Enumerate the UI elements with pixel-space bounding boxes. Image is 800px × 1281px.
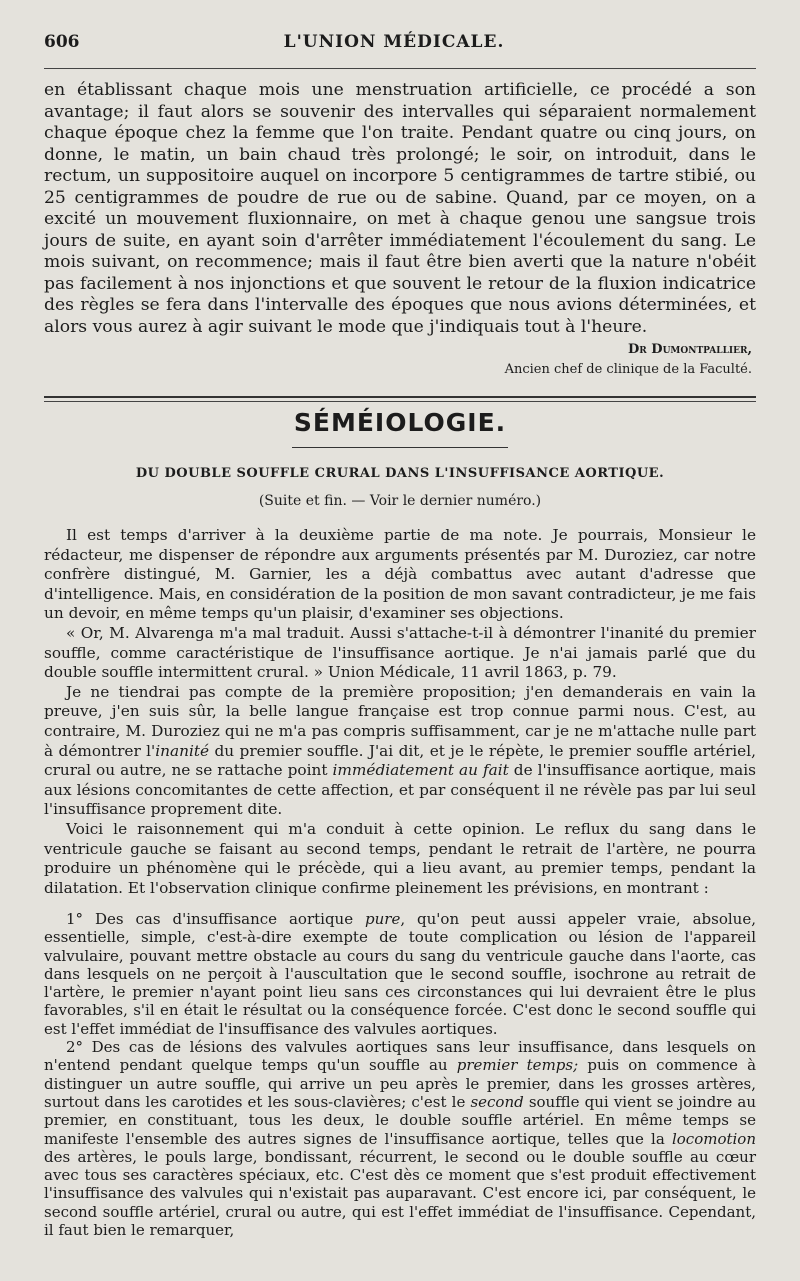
- continued-note: (Suite et fin. — Voir le dernier numéro.): [258, 493, 542, 509]
- signature: [505, 340, 752, 380]
- opening-paragraph: [44, 80, 756, 338]
- paragraph-3: Je ne tiendrai pas compte de la première proposition; j'en demanderais en vain la preuve, j'en suis sûr, la belle langue française est trop connue parmi nous. C'est, au contraire, M. Duroziez qui ne m'a pas compris suffisamment, car je ne m'attache nulle part à démontrer l'inanité du premier souffle. J'ai dit, et je le répète, le premier souffle artériel, crural ou autre, ne se rattache point immédiatement au fait de l'insuffisance aortique, mais aux lésions concomitantes de cette affection, et par conséquent il ne révèle pas par lui seul l'insuffisance proprement dite.: [44, 682, 756, 819]
- section-title: SÉMÉIOLOGIE.: [293, 408, 507, 437]
- running-title: L'UNION MÉDICALE.: [283, 32, 505, 52]
- article-body-part-1: [44, 526, 756, 898]
- paragraph-1: Il est temps d'arriver à la deuxième partie de ma note. Je pourrais, Monsieur le rédacteur, me dispenser de répondre aux arguments présentés par M. Duroziez, car notre confrère distingué, M. Garnier, les a déjà combattus avec autant d'adresse que d'intelligence. Mais, en considération de la position de mon savant contradicteur, je me fais un devoir, en même temps qu'un plaisir, d'examiner ses objections.: [44, 526, 756, 623]
- page-header: [44, 32, 744, 60]
- page-number: 606: [44, 32, 80, 52]
- section-rule-bottom: [44, 401, 756, 402]
- paragraph-6: 2° Des cas de lésions des valvules aortiques sans leur insuffisance, dans lesquels on n'entend pendant quelque temps qu'un souffle au premier temps; puis on commence à distinguer un autre souffle, qui arrive un peu après le premier, dans les grosses artères, surtout dans les carotides et les sous-clavières; c'est le second souffle qui vient se joindre au premier, en constituant, tous les deux, le double souffle artériel. En même temps se manifeste l'ensemble des autres signes de l'insuffisance aortique, telles que la locomotion des artères, le pouls large, bondissant, récurrent, le second ou le double souffle au cœur avec tous ses caractères spéciaux, etc. C'est dès ce moment que s'est produit effectivement l'insuffisance des valvules qui n'existait pas auparavant. C'est encore ici, par conséquent, le second souffle artériel, crural ou autre, qui est l'effet immédiat de l'insuffisance. Cependant, il faut bien le remarquer,: [44, 1038, 757, 1240]
- signature-name: Dr Dumontpallier,: [628, 342, 752, 357]
- paragraph-2: « Or, M. Alvarenga m'a mal traduit. Aussi s'attache-t-il à démontrer l'inanité du premier souffle, comme caractéristique de l'insuffisance aortique. Je n'ai jamais parlé que du double souffle intermittent crural. » Union Médicale, 11 avril 1863, p. 79.: [44, 623, 756, 682]
- section-rule-top: [44, 396, 756, 398]
- article-title: DU DOUBLE SOUFFLE CRURAL DANS L'INSUFFISANCE AORTIQUE.: [135, 466, 665, 481]
- paragraph-5: 1° Des cas d'insuffisance aortique pure, qu'on peut aussi appeler vraie, absolue, essentielle, simple, c'est-à-dire exempte de toute complication ou lésion de l'appareil valvulaire, pouvant mettre obstacle au cours du sang du ventricule gauche dans l'aorte, cas dans lesquels on ne perçoit à l'auscultation que le second souffle, isochrone au retrait de l'artère, le premier n'ayant point lieu sans ces circonstances qui lui devraient être le plus favorables, s'il en était le résultat ou la conséquence forcée. C'est donc le second souffle qui est l'effet immédiat de l'insuffisance des valvules aortiques.: [44, 910, 756, 1038]
- signature-title: Ancien chef de clinique de la Faculté.: [504, 362, 752, 377]
- section-title-underline: [292, 447, 508, 448]
- paragraph-4: Voici le raisonnement qui m'a conduit à cette opinion. Le reflux du sang dans le ventricule gauche se faisant au second temps, pendant le retrait de l'artère, ne pourra produire un phénomène qui le précède, qui a lieu avant, au premier temps, pendant la dilatation. Et l'observation clinique confirme pleinement les prévisions, en montrant :: [44, 819, 756, 897]
- article-body-part-2: [44, 910, 756, 1239]
- header-rule: [44, 68, 756, 69]
- opening-paragraph-text: en établissant chaque mois une menstruation artificielle, ce procédé a son avantage; il faut alors se souvenir des intervalles qui séparaient normalement chaque époque chez la femme que l'on traite. Pendant quatre ou cinq jours, on donne, le matin, un bain chaud très prolongé; le soir, on introduit, dans le rectum, un suppositoire auquel on incorpore 5 centigrammes de tartre stibié, ou 25 centigrammes de poudre de rue ou de sabine. Quand, par ce moyen, on a excité un mouvement fluxionnaire, on met à chaque genou une sangsue trois jours de suite, en ayant soin d'arrêter immédiatement l'écoulement du sang. Le mois suivant, on recommence; mais il faut être bien averti que la nature n'obéit pas facilement à nos injonctions et que souvent le retour de la fluxion indicatrice des règles se fera dans l'intervalle des époques que nous avions déterminées, et alors vous aurez à agir suivant le mode que j'indiquais tout à l'heure.: [44, 80, 756, 337]
